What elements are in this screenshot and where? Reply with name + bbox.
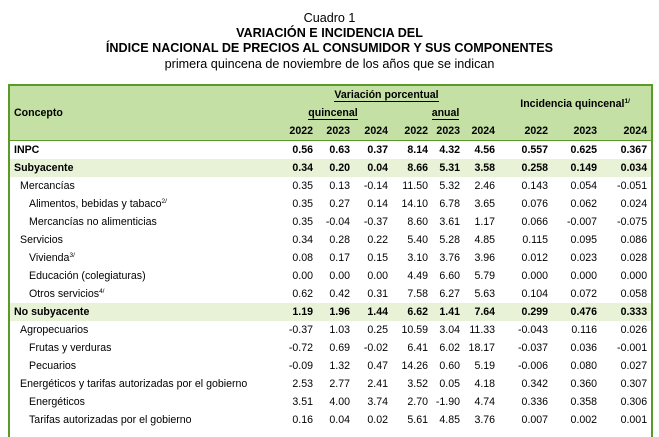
row-value: 5.19 xyxy=(474,360,496,372)
row-value: 0.37 xyxy=(354,141,392,160)
row-value: 0.058 xyxy=(620,288,648,300)
row-value: 8.14 xyxy=(392,141,432,160)
row-value: 0.104 xyxy=(521,288,549,300)
header-quincenal-label: quincenal xyxy=(308,107,358,119)
row-value: 0.086 xyxy=(620,234,648,246)
row-value: -0.075 xyxy=(617,216,648,228)
row-value: -0.051 xyxy=(617,180,648,192)
table-row xyxy=(10,303,651,321)
row-value: 5.79 xyxy=(474,270,496,282)
row-value: 3.58 xyxy=(464,159,499,177)
table-header xyxy=(10,86,651,141)
row-value: 1.41 xyxy=(432,303,464,321)
row-value: 6.41 xyxy=(407,342,428,354)
row-value: 0.62 xyxy=(292,288,313,300)
header-anual xyxy=(392,104,499,122)
table-row xyxy=(10,195,651,213)
row-value: 0.307 xyxy=(620,378,648,390)
row-value: 0.115 xyxy=(522,234,549,246)
header-incidencia-label: Incidencia quincenal xyxy=(520,98,625,110)
row-value: -0.72 xyxy=(288,342,313,354)
row-value: 0.367 xyxy=(601,141,651,160)
row-value: 6.62 xyxy=(392,303,432,321)
row-value: 3.51 xyxy=(292,396,313,408)
row-value: 0.60 xyxy=(439,360,460,372)
row-value: 0.342 xyxy=(521,378,549,390)
row-label xyxy=(10,393,274,411)
row-footnote-marker: 2/ xyxy=(161,198,167,205)
row-label-text: No subyacente xyxy=(14,306,90,318)
row-label xyxy=(10,141,274,160)
row-value: 2.41 xyxy=(367,378,388,390)
row-value: 4.74 xyxy=(474,396,496,408)
row-value: -0.007 xyxy=(567,216,598,228)
row-label xyxy=(10,249,274,267)
row-footnote-marker: 3/ xyxy=(69,252,75,259)
row-value: 6.78 xyxy=(439,198,460,210)
table-body xyxy=(10,141,651,430)
header-year: 2023 xyxy=(432,122,464,141)
row-value: 0.13 xyxy=(329,180,350,192)
row-label-text: Energéticos xyxy=(29,396,85,408)
header-year: 2023 xyxy=(317,122,354,141)
row-value: 4.85 xyxy=(474,234,496,246)
row-value: 0.054 xyxy=(570,180,598,192)
row-label-text: Mercancías no alimenticias xyxy=(29,216,157,228)
row-value: 4.56 xyxy=(464,141,499,160)
row-value: 8.60 xyxy=(407,216,428,228)
row-value: 0.000 xyxy=(570,270,598,282)
row-value: 0.34 xyxy=(274,159,317,177)
row-value: 6.27 xyxy=(439,288,460,300)
table-row xyxy=(10,213,651,231)
row-value: 5.63 xyxy=(474,288,496,300)
row-value: 0.027 xyxy=(620,360,648,372)
row-value: 0.026 xyxy=(620,324,648,336)
table-title-block xyxy=(0,11,659,72)
row-value: 4.85 xyxy=(439,414,460,426)
row-value: 0.17 xyxy=(329,252,350,264)
row-value: 0.557 xyxy=(499,141,552,160)
row-value: 4.00 xyxy=(329,396,350,408)
row-value: 0.69 xyxy=(329,342,350,354)
header-concepto: Concepto xyxy=(10,86,274,141)
header-year: 2022 xyxy=(499,122,552,141)
row-value: 3.52 xyxy=(407,378,428,390)
row-value: 0.476 xyxy=(552,303,601,321)
row-value: 5.32 xyxy=(439,180,460,192)
row-label-text: Energéticos y tarifas autorizadas por el gobierno xyxy=(20,378,248,390)
row-label-text: Alimentos, bebidas y tabaco xyxy=(29,198,162,210)
header-year: 2024 xyxy=(601,122,651,141)
header-year: 2023 xyxy=(552,122,601,141)
row-value: 6.02 xyxy=(439,342,460,354)
row-value: 0.062 xyxy=(570,198,598,210)
row-label-text: Pecuarios xyxy=(29,360,77,372)
row-value: 0.149 xyxy=(552,159,601,177)
row-label-text: Vivienda xyxy=(29,252,70,264)
row-value: 0.258 xyxy=(499,159,552,177)
row-value: 0.000 xyxy=(620,270,648,282)
row-value: 0.095 xyxy=(570,234,598,246)
row-label xyxy=(10,375,274,393)
row-value: -0.043 xyxy=(518,324,549,336)
row-value: 0.066 xyxy=(521,216,549,228)
row-value: 0.28 xyxy=(329,234,350,246)
header-variacion-label: Variación porcentual xyxy=(334,89,439,101)
table-subtitle: primera quincena de noviembre de los años que se indican xyxy=(164,56,495,71)
row-value: 0.35 xyxy=(292,216,313,228)
row-value: -0.37 xyxy=(288,324,313,336)
row-value: 18.17 xyxy=(468,342,496,354)
row-value: -0.37 xyxy=(363,216,388,228)
row-value: 0.42 xyxy=(329,288,350,300)
row-value: 2.70 xyxy=(407,396,428,408)
row-value: 0.625 xyxy=(552,141,601,160)
row-value: 0.16 xyxy=(292,414,313,426)
header-incidencia-note: 1/ xyxy=(624,98,630,105)
row-value: 0.20 xyxy=(317,159,354,177)
row-value: 3.74 xyxy=(367,396,388,408)
row-value: 1.19 xyxy=(274,303,317,321)
row-value: 0.31 xyxy=(367,288,388,300)
table-row xyxy=(10,393,651,411)
row-value: 0.360 xyxy=(570,378,598,390)
row-value: 1.44 xyxy=(354,303,392,321)
row-value: 3.61 xyxy=(439,216,460,228)
header-anual-label: anual xyxy=(431,107,460,119)
header-incidencia-quincenal xyxy=(499,86,651,122)
row-label-text: Otros servicios xyxy=(29,288,100,300)
row-value: 0.024 xyxy=(620,198,648,210)
row-value: 3.96 xyxy=(474,252,496,264)
row-footnote-marker: 4/ xyxy=(99,288,105,295)
table-row xyxy=(10,321,651,339)
table-row xyxy=(10,285,651,303)
row-value: 0.299 xyxy=(499,303,552,321)
row-value: -0.02 xyxy=(363,342,388,354)
row-value: 0.034 xyxy=(601,159,651,177)
row-value: 3.65 xyxy=(474,198,496,210)
row-value: 11.33 xyxy=(469,324,496,336)
table-number: Cuadro 1 xyxy=(303,11,356,25)
row-value: 0.02 xyxy=(367,414,388,426)
table-row xyxy=(10,357,651,375)
row-value: 10.59 xyxy=(401,324,428,336)
header-year: 2022 xyxy=(274,122,317,141)
row-value: -0.09 xyxy=(288,360,313,372)
row-label xyxy=(10,285,274,303)
header-year: 2024 xyxy=(354,122,392,141)
inpc-table xyxy=(10,86,651,429)
row-label xyxy=(10,231,274,249)
row-value: 3.04 xyxy=(439,324,460,336)
row-value: 0.00 xyxy=(329,270,350,282)
row-value: 0.007 xyxy=(521,414,549,426)
table-row xyxy=(10,159,651,177)
row-value: 0.333 xyxy=(601,303,651,321)
row-value: 0.036 xyxy=(570,342,598,354)
table-row xyxy=(10,231,651,249)
row-value: 8.66 xyxy=(392,159,432,177)
row-value: 0.336 xyxy=(521,396,549,408)
row-value: 4.18 xyxy=(474,378,496,390)
row-value: 2.53 xyxy=(292,378,313,390)
header-quincenal xyxy=(274,104,392,122)
header-year: 2024 xyxy=(464,122,499,141)
table-row xyxy=(10,249,651,267)
row-label xyxy=(10,213,274,231)
row-value: 0.001 xyxy=(620,414,648,426)
row-value: 11.50 xyxy=(402,180,428,192)
table-title-line-2: ÍNDICE NACIONAL DE PRECIOS AL CONSUMIDOR Y SUS COMPONENTES xyxy=(105,41,554,56)
row-value: 1.96 xyxy=(317,303,354,321)
row-value: 0.358 xyxy=(570,396,598,408)
table-row xyxy=(10,411,651,429)
row-value: -0.14 xyxy=(363,180,388,192)
row-value: 2.46 xyxy=(474,180,496,192)
row-label xyxy=(10,159,274,177)
row-value: 0.14 xyxy=(367,198,388,210)
row-label-text: Subyacente xyxy=(14,162,74,174)
row-value: 2.77 xyxy=(329,378,350,390)
row-label-text: Servicios xyxy=(20,234,63,246)
row-label xyxy=(10,339,274,357)
row-value: 4.49 xyxy=(407,270,428,282)
row-value: 14.26 xyxy=(401,360,428,372)
row-label xyxy=(10,267,274,285)
table-title-line-1: VARIACIÓN E INCIDENCIA DEL xyxy=(236,26,423,41)
row-value: 0.080 xyxy=(570,360,598,372)
row-value: 0.012 xyxy=(521,252,549,264)
row-value: 0.63 xyxy=(317,141,354,160)
row-value: 0.04 xyxy=(329,414,350,426)
row-value: -1.90 xyxy=(435,396,460,408)
row-value: 5.61 xyxy=(407,414,428,426)
row-value: 7.64 xyxy=(464,303,499,321)
row-value: 0.002 xyxy=(570,414,598,426)
row-label xyxy=(10,357,274,375)
row-value: 1.32 xyxy=(329,360,350,372)
row-label xyxy=(10,177,274,195)
row-value: 14.10 xyxy=(401,198,428,210)
row-value: -0.037 xyxy=(518,342,549,354)
header-variacion-porcentual xyxy=(274,86,499,104)
table-row xyxy=(10,267,651,285)
row-value: 0.22 xyxy=(367,234,388,246)
row-value: 0.27 xyxy=(329,198,350,210)
row-value: 0.143 xyxy=(521,180,549,192)
row-value: 0.072 xyxy=(570,288,598,300)
row-value: 0.25 xyxy=(367,324,388,336)
row-label-text: Agropecuarios xyxy=(20,324,89,336)
row-value: 1.03 xyxy=(329,324,350,336)
row-value: -0.006 xyxy=(518,360,549,372)
row-label-text: INPC xyxy=(14,144,40,156)
row-value: 0.34 xyxy=(292,234,313,246)
row-value: 4.32 xyxy=(432,141,464,160)
row-value: 0.000 xyxy=(521,270,549,282)
table-row xyxy=(10,375,651,393)
table-row xyxy=(10,177,651,195)
row-value: 0.15 xyxy=(367,252,388,264)
row-value: -0.001 xyxy=(617,342,648,354)
row-value: 0.023 xyxy=(570,252,598,264)
row-value: 5.40 xyxy=(407,234,428,246)
row-value: 0.56 xyxy=(274,141,317,160)
table-row xyxy=(10,339,651,357)
row-label xyxy=(10,303,274,321)
row-value: 0.028 xyxy=(620,252,648,264)
row-label-text: Mercancías xyxy=(20,180,75,192)
row-value: 0.00 xyxy=(292,270,313,282)
row-value: 0.47 xyxy=(367,360,388,372)
row-label xyxy=(10,411,274,429)
row-value: 7.58 xyxy=(407,288,428,300)
row-value: 0.116 xyxy=(571,324,598,336)
row-value: 0.306 xyxy=(620,396,648,408)
table-row xyxy=(10,141,651,160)
row-label-text: Tarifas autorizadas por el gobierno xyxy=(29,414,192,426)
row-value: 0.35 xyxy=(292,180,313,192)
inpc-table-frame xyxy=(8,84,653,437)
row-label xyxy=(10,321,274,339)
row-value: 0.04 xyxy=(354,159,392,177)
row-value: 0.00 xyxy=(367,270,388,282)
row-value: 0.05 xyxy=(439,378,460,390)
row-label-text: Educación (colegiaturas) xyxy=(29,270,146,282)
header-year: 2022 xyxy=(392,122,432,141)
row-value: 6.60 xyxy=(439,270,460,282)
row-label-text: Frutas y verduras xyxy=(29,342,112,354)
row-value: 0.076 xyxy=(521,198,549,210)
row-value: 5.28 xyxy=(439,234,460,246)
row-value: 0.08 xyxy=(292,252,313,264)
row-value: -0.04 xyxy=(325,216,350,228)
row-value: 1.17 xyxy=(474,216,496,228)
row-value: 0.35 xyxy=(292,198,313,210)
row-value: 5.31 xyxy=(432,159,464,177)
row-value: 3.10 xyxy=(407,252,428,264)
row-value: 3.76 xyxy=(474,414,496,426)
row-value: 3.76 xyxy=(439,252,460,264)
row-label xyxy=(10,195,274,213)
